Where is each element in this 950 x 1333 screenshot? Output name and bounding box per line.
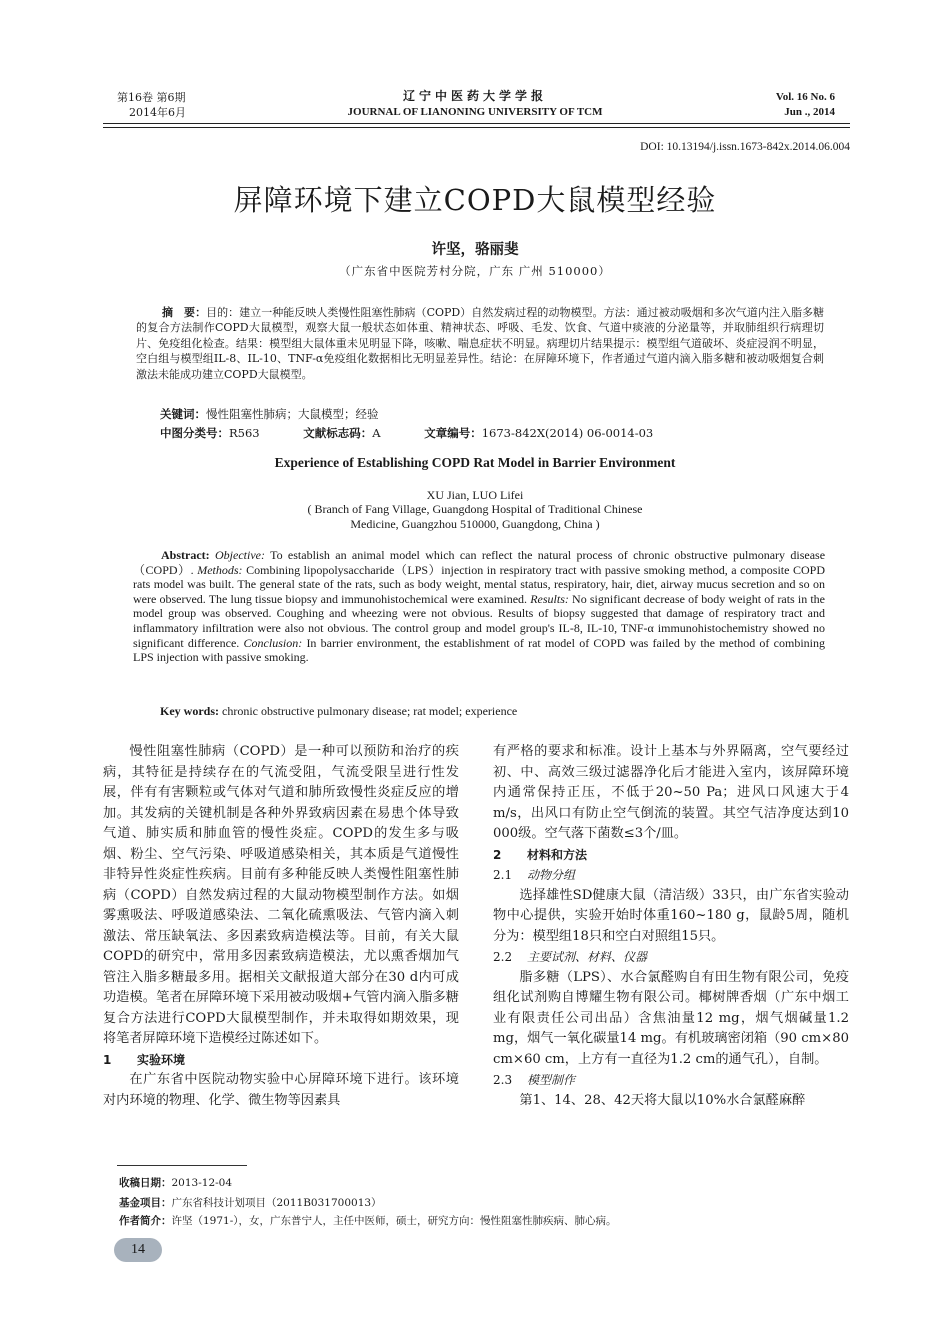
footnote-fund (119, 1196, 819, 1211)
body-column-right (493, 742, 849, 1111)
header-rule-thick (103, 123, 850, 124)
section-2-title: 材料和方法 (527, 847, 588, 862)
authors-en: XU Jian, LUO Lifei (426, 488, 524, 502)
section-2-3-heading (493, 1070, 849, 1091)
volume-en: Vol. 16 No. 6 (775, 91, 835, 103)
section-2-1-heading (493, 865, 849, 886)
clc-value: R563 (229, 426, 260, 440)
authors: 许坚，骆丽斐 (431, 242, 519, 258)
fund-text: 广东省科技计划项目（2011B031700013） (171, 1197, 382, 1209)
abstract-cn (136, 305, 824, 382)
doc-code-label: 文献标志码： (303, 426, 373, 440)
footnote-author (119, 1214, 819, 1229)
volume-cn: 第16卷 第6期 (117, 91, 186, 104)
section-2-2-number: 2.2 (493, 950, 513, 964)
section-2-heading (493, 845, 849, 866)
paragraph-animals: 选择雄性SD健康大鼠（清洁级）33只，由广东省实验动物中心提供，实验开始时体重160~180 g，鼠龄5周，随机分为：模型组18只和空白对照组15只。 (493, 887, 849, 944)
journal-name-en: JOURNAL OF LIANONING UNIVERSITY OF TCM (347, 106, 603, 118)
author-bio-text: 许坚（1971-），女，广东普宁人，主任中医师，硕士，研究方向：慢性阻塞性肺疾病、肺心病。 (171, 1215, 617, 1227)
header-volume-cn (117, 90, 186, 120)
section-2-3-title: 模型制作 (527, 1073, 576, 1087)
received-label: 收稿日期： (119, 1177, 172, 1189)
paragraph-modeling: 第1、14、28、42天将大鼠以10%水合氯醛麻醉 (519, 1092, 806, 1108)
body-column-left (103, 742, 459, 1111)
affiliation-en-line2: Medicine, Guangzhou 510000, Guangdong, China ) (350, 517, 600, 531)
doi: DOI: 10.13194/j.issn.1673-842x.2014.06.004 (640, 141, 850, 153)
journal-name-cn: 辽宁中医药大学学报 (402, 89, 547, 103)
results-text: No significant decrease of body weight of rats in the model group was observed. Coughing and wheezing were not obvious. Results of biopsy suggested that damage of respiratory tract and inflammatory infiltration were also not obvious. The control group and model group's IL-8, IL-10, TNF-α immunohistochemistry showed no significant difference. (133, 591, 826, 650)
fund-label: 基金项目： (119, 1197, 172, 1209)
page-number: 14 (114, 1238, 162, 1262)
affiliation-en-line1: ( Branch of Fang Village, Guangdong Hospital of Traditional Chinese (307, 502, 643, 516)
objective-label: Objective: (215, 548, 265, 562)
keywords-cn (160, 406, 379, 422)
journal-header (320, 88, 630, 120)
footnote-rule (117, 1165, 247, 1166)
section-2-number: 2 (493, 847, 502, 862)
conclusion-text: In barrier environment, the establishment of rat model of COPD was failed by the method of combining LPS injection with passive smoking. (133, 635, 825, 665)
conclusion-label: Conclusion: (243, 635, 303, 650)
paragraph-environment-cont: 有严格的要求和标准。设计上基本与外界隔离，空气要经过初、中、高效三级过滤器净化后才能进入室内，该屏障环境内通常保持正压，不低于20~50 Pa；进风口风速大于4 m/s，出风口有防止空气倒流的装置。其空气洁净度达到10 000级。空气落下菌数≤3个/皿。 (493, 744, 849, 841)
header-rule-thin (103, 127, 850, 128)
section-2-1-title: 动物分组 (527, 868, 576, 882)
classification (160, 425, 840, 441)
methods-label: Methods: (197, 562, 243, 577)
paragraph-reagents: 脂多糖（LPS）、水合氯醛购自有田生物有限公司，免疫组化试剂购自博耀生物有限公司。椰树牌香烟（广东中烟工业有限责任公司出品）含焦油量12 mg，烟气烟碱量1.2 mg，烟气一氧化碳量14 mg。有机玻璃密闭箱（90 cm×80 cm×60 cm，上方有一直径为1.2 cm的通气孔），自制。 (493, 969, 849, 1067)
keywords-en (160, 704, 517, 719)
clc-label: 中图分类号： (160, 426, 229, 440)
affiliation: （广东省中医院芳村分院，广东 广州 510000） (339, 264, 611, 278)
results-label: Results: (530, 591, 569, 606)
abstract-cn-text: 目的：建立一种能反映人类慢性阻塞性肺病（COPD）自然发病过程的动物模型。方法：通过被动吸烟和多次气道内注入脂多糖的复合方法制作COPD大鼠模型，观察大鼠一般状态如体重、精神状态、呼吸、毛发、饮食、气道中痰液的分泌量等，并取肺组织行病理切片、免疫组化检查。结果：模型组大鼠体重未见明显下降，咳嗽、喘息症状不明显。病理切片结果提示：模型组气道破坏、炎症浸润不明显，空白组与模型组IL-8、IL-10、TNF-α免疫组化数据相比无明显差异性。结论：在屏障环境下，作者通过气道内滴入脂多糖和被动吸烟复合刺激法未能成功建立COPD大鼠模型。 (136, 306, 825, 381)
doc-code-value: A (372, 426, 381, 440)
received-date: 2013-12-04 (171, 1177, 233, 1189)
author-bio-label: 作者简介： (119, 1215, 172, 1227)
keywords-cn-label: 关键词： (160, 407, 206, 421)
abstract-en-label: Abstract: (161, 548, 210, 562)
article-no-value: 1673-842X(2014) 06-0014-03 (481, 426, 654, 440)
affiliation-en (100, 502, 850, 532)
keywords-cn-text: 慢性阻塞性肺病；大鼠模型；经验 (206, 407, 379, 421)
section-2-2-heading (493, 947, 849, 968)
date-en: Jun ., 2014 (784, 106, 835, 118)
paragraph-intro: 慢性阻塞性肺病（COPD）是一种可以预防和治疗的疾病，其特征是持续存在的气流受阻，气流受限呈进行性发展，伴有有害颗粒或气体对气道和肺所致慢性炎症反应的增加。其发病的关键机制是各种外界致病因素在易患个体导致气道、肺实质和肺血管的慢性炎症。COPD的发生多与吸烟、粉尘、空气污染、呼吸道感染相关，其本质是气道慢性非特异性炎症性疾病。目前有多种能反映人类慢性阻塞性肺病（COPD）自然发病过程的大鼠动物模型制作方法。如烟雾熏吸法、呼吸道感染法、二氧化硫熏吸法、气管内滴入刺激法、常压缺氧法、多因素致病造模法等。目前，有关大鼠COPD的研究中，常用多因素致病造模法，尤以熏香烟加气管注入脂多糖最多用。据相关文献报道大部分在30 d内可成功造模。笔者在屏障环境下采用被动吸烟+气管内滴入脂多糖复合方法进行COPD大鼠模型制作，并未取得如期效果，现将笔者屏障环境下造模经过陈述如下。 (103, 744, 459, 1046)
abstract-en (133, 548, 825, 665)
title-en: Experience of Establishing COPD Rat Model in Barrier Environment (274, 455, 676, 470)
methods-text: Combining lipopolysaccharide（LPS）injection in respiratory tract with passive smoking method, a composite COPD rats model was built. The general state of the rats, such as body weight, mental status, respiratory, hair, diet, airway mucus secretion and so on were observed. The lung tissue biopsy and immunohistochemical were examined. (133, 562, 826, 606)
section-1-number: 1 (103, 1052, 112, 1067)
section-2-1-number: 2.1 (493, 868, 513, 882)
paper-title: 屏障环境下建立COPD大鼠模型经验 (233, 183, 717, 217)
objective-text: To establish an animal model which can reflect the natural process of chronic obstructive pulmonary disease（COPD）. (133, 548, 826, 577)
header-volume-en (735, 90, 835, 120)
keywords-en-text: chronic obstructive pulmonary disease; rat model; experience (222, 704, 518, 718)
paragraph-environment: 在广东省中医院动物实验中心屏障环境下进行。该环境对内环境的物理、化学、微生物等因素具 (103, 1072, 459, 1108)
keywords-en-label: Key words: (160, 704, 219, 718)
abstract-cn-label: 摘 要： (162, 306, 207, 319)
section-2-3-number: 2.3 (493, 1073, 513, 1087)
footnote-received (119, 1176, 819, 1191)
date-cn: 2014年6月 (129, 106, 186, 119)
article-no-label: 文章编号： (424, 426, 482, 440)
section-1-heading (103, 1050, 459, 1071)
section-2-2-title: 主要试剂、材料、仪器 (527, 950, 648, 964)
section-1-title: 实验环境 (137, 1052, 186, 1067)
